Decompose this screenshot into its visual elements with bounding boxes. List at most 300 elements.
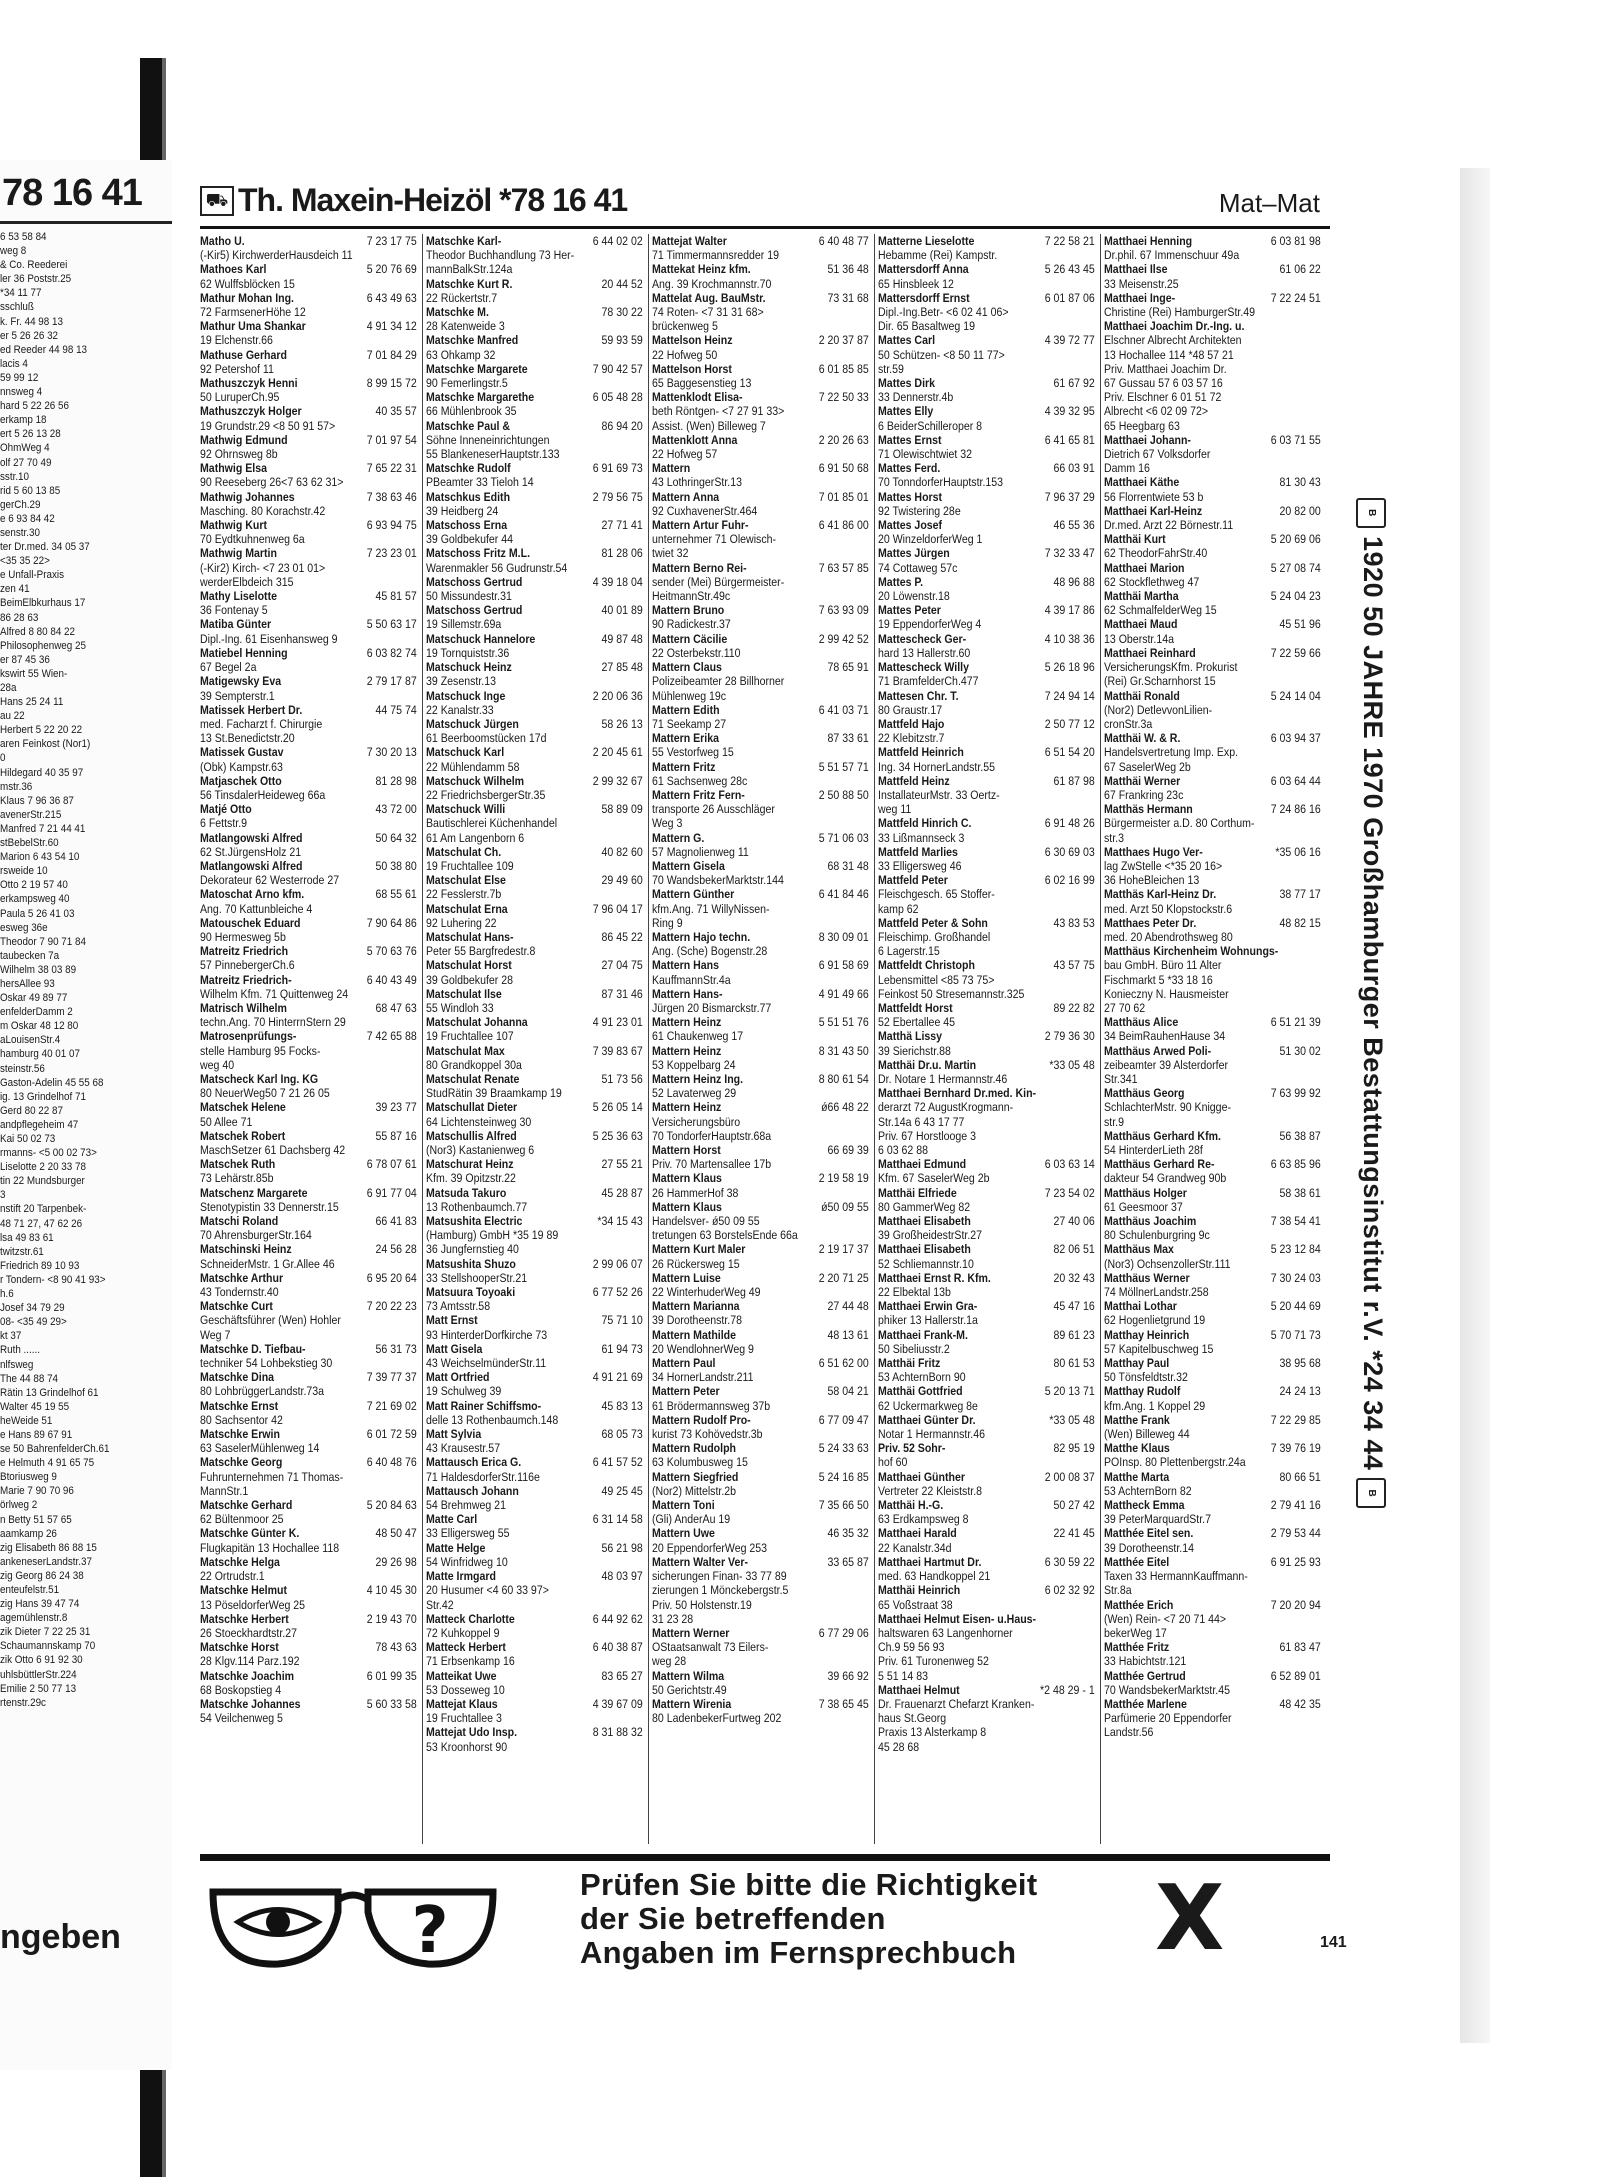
directory-entry — [200, 1669, 415, 1683]
left-page-line: zig Hans 39 47 74 — [0, 1598, 80, 1611]
entry-detail: 39 Zesenstr.13 — [426, 674, 496, 689]
entry-name: Matte Irmgard — [426, 1569, 496, 1584]
entry-detail: Str.42 — [426, 1597, 454, 1612]
entry-detail: 62 Uckermarkweg 8e — [878, 1398, 978, 1413]
left-page-line: esweg 36e — [0, 921, 48, 934]
entry-phone: *33 05 48 — [1049, 1057, 1095, 1072]
directory-entry — [652, 1555, 867, 1569]
left-page-line: se 50 BahrenfelderCh.61 — [0, 1443, 110, 1456]
directory-entry — [878, 1356, 1093, 1370]
directory-entry — [200, 291, 415, 305]
entry-detail: 52 Lavaterweg 29 — [652, 1086, 737, 1101]
entry-name: Mattfeld Heinrich — [878, 745, 964, 760]
entry-phone: 33 65 87 — [827, 1554, 869, 1569]
entry-detail: Feinkost 50 Stresemannstr.325 — [878, 986, 1025, 1001]
entry-name: Mattern Fritz — [652, 759, 716, 774]
left-page-line: rmanns- <5 00 02 73> — [0, 1147, 97, 1160]
directory-entry — [878, 291, 1093, 305]
entry-phone: 58 04 21 — [827, 1384, 869, 1399]
entry-detail: 62 St.JürgensHolz 21 — [200, 844, 302, 859]
entry-phone: 6 41 84 46 — [818, 887, 869, 902]
entry-phone: 27 55 21 — [601, 1157, 643, 1172]
entry-name: Matthay Rudolf — [1104, 1384, 1181, 1399]
entry-phone: 7 01 85 01 — [818, 489, 869, 504]
directory-entry — [878, 1001, 1093, 1015]
entry-detail: Vertreter 22 Kleiststr.8 — [878, 1483, 983, 1498]
entry-detail: 22 Osterbekstr.110 — [652, 645, 741, 660]
entry-detail: zierungen 1 Mönckebergstr.5 — [652, 1583, 789, 1598]
entry-name: Matthaei Günter Dr. — [878, 1412, 976, 1427]
entry-phone: 2 19 43 70 — [366, 1611, 417, 1626]
entry-phone: 6 41 57 52 — [592, 1455, 643, 1470]
entry-name: Matschke Manfred — [426, 333, 519, 348]
entry-detail: 22 Hofweg 50 — [652, 347, 718, 362]
left-page-line: Wilhelm 38 03 89 — [0, 963, 77, 976]
entry-detail: 61 Geesmoor 37 — [1104, 1199, 1183, 1214]
left-page-line: Ruth ...... — [0, 1344, 40, 1357]
entry-detail: SchlachterMstr. 90 Knigge- — [1104, 1100, 1231, 1115]
entry-detail: 33 Lißmannseck 3 — [878, 830, 965, 845]
entry-name: Matschek Robert — [200, 1128, 286, 1143]
entry-phone: 20 82 00 — [1279, 503, 1321, 518]
entry-detail: med. Arzt 50 Klopstockstr.6 — [1104, 901, 1233, 916]
directory-entry — [426, 1186, 641, 1200]
entry-detail: (Nor3) OchsenzollerStr.111 — [1104, 1256, 1231, 1271]
entry-detail: (Hamburg) GmbH *35 19 89 — [426, 1228, 559, 1243]
entry-name: Matthaei Harald — [878, 1526, 957, 1541]
directory-entry — [426, 362, 641, 376]
entry-detail: sender (Mei) Bürgermeister- — [652, 574, 785, 589]
entry-phone: 43 57 75 — [1053, 958, 1095, 973]
entry-name: Matrisch Wilhelm — [200, 1000, 287, 1015]
entry-detail: 13 Rothenbaumch.77 — [426, 1199, 528, 1214]
entry-detail: 19 Sillemstr.69a — [426, 617, 502, 632]
directory-entry — [652, 987, 867, 1001]
entry-phone: 5 20 76 69 — [366, 262, 417, 277]
directory-entry — [200, 1100, 415, 1114]
directory-entry — [200, 774, 415, 788]
entry-name: Matschke M. — [426, 305, 489, 320]
entry-name: Matschurat Heinz — [426, 1157, 514, 1172]
left-page-line: hard 5 22 26 56 — [0, 400, 69, 413]
directory-entry — [878, 1526, 1093, 1540]
entry-detail: 36 HoheBleichen 13 — [1104, 873, 1200, 888]
entry-phone: 7 96 04 17 — [592, 901, 643, 916]
entry-phone: 7 20 22 23 — [366, 1299, 417, 1314]
directory-entry — [426, 575, 641, 589]
entry-detail: Konieczny N. Hausmeister — [1104, 986, 1229, 1001]
entry-detail: Parfümerie 20 Eppendorfer — [1104, 1711, 1232, 1726]
entry-name: Matthaei Reinhard — [1104, 645, 1196, 660]
left-page-line: nstift 20 Tarpenbek- — [0, 1203, 87, 1216]
left-page-line: sstr.10 — [0, 470, 30, 483]
left-page-footer: ngeben — [0, 1918, 121, 1956]
entry-detail: Geschäftsführer (Wen) Hohler — [200, 1313, 341, 1328]
entry-detail: weg 11 — [878, 802, 912, 817]
entry-name: Matho U. — [200, 234, 245, 248]
directory-entry — [200, 887, 415, 901]
entry-detail: med. 63 Handkoppel 21 — [878, 1569, 991, 1584]
left-page-line: stBebelStr.60 — [0, 837, 59, 850]
left-page-line: taubecken 7a — [0, 949, 60, 962]
entry-detail: str.59 — [878, 361, 904, 376]
directory-entry — [200, 1427, 415, 1441]
entry-name: Mathwig Kurt — [200, 518, 267, 533]
directory-entry — [1104, 1015, 1319, 1029]
entry-detail: 80 Graustr.17 — [878, 702, 943, 717]
entry-detail: 39 Goldbekufer 44 — [426, 532, 514, 547]
entry-detail: (Nor3) Kastanienweg 6 — [426, 1143, 535, 1157]
entry-name: Matschulat Renate — [426, 1071, 520, 1086]
entry-detail: Ring 9 — [652, 915, 683, 930]
entry-phone: 80 66 51 — [1279, 1469, 1321, 1484]
entry-phone: 5 27 08 74 — [1270, 560, 1321, 575]
left-page-line: uhlsbüttlerStr.224 — [0, 1668, 77, 1681]
entry-name: Matschke Helga — [200, 1554, 280, 1569]
entry-detail: Hebamme (Rei) Kampstr. — [878, 248, 998, 263]
entry-phone: 4 91 21 69 — [592, 1370, 643, 1385]
entry-phone: 5 20 69 06 — [1270, 532, 1321, 547]
directory-entry — [426, 689, 641, 703]
entry-phone: 5 20 13 71 — [1044, 1384, 1095, 1399]
directory-entry — [200, 802, 415, 816]
entry-detail: 64 Lichtensteinweg 30 — [426, 1114, 532, 1129]
entry-detail: 62 SchmalfelderWeg 15 — [1104, 603, 1217, 618]
entry-name: Matthaei Günther — [878, 1469, 965, 1484]
entry-detail: 26 HammerHof 38 — [652, 1185, 739, 1200]
entry-detail: 56 Florrentwiete 53 b — [1104, 489, 1204, 504]
entry-detail: str.3 — [1104, 830, 1124, 845]
directory-entry — [1104, 532, 1319, 546]
entry-detail: Dr. Notare 1 Hermannstr.46 — [878, 1071, 1008, 1086]
entry-detail: 53 AchternBorn 90 — [878, 1370, 966, 1385]
entry-name: Matschek Helene — [200, 1100, 286, 1115]
left-page-line: h.6 — [0, 1288, 14, 1301]
left-page-lines — [0, 230, 172, 1710]
directory-entry — [1104, 731, 1319, 745]
entry-detail: 92 CuxhavenerStr.464 — [652, 503, 758, 518]
directory-entry — [1104, 1441, 1319, 1455]
entry-name: Matthaei Erwin Gra- — [878, 1299, 978, 1314]
left-page-line: 3 — [0, 1189, 6, 1202]
entry-detail: Dr.phil. 67 Immenschuur 49a — [1104, 248, 1240, 263]
directory-entry — [200, 234, 415, 248]
left-page-line: ter Dr.med. 34 05 37 — [0, 541, 90, 554]
entry-name: Matschke Horst — [200, 1640, 279, 1655]
entry-name: Mattern Horst — [652, 1143, 721, 1157]
entry-phone: 6 41 03 71 — [818, 702, 869, 717]
left-page-line: weg 8 — [0, 245, 27, 258]
entry-name: Matthaei Joachim Dr.-Ing. u. — [1104, 319, 1245, 334]
entry-phone: 6 01 87 06 — [1044, 290, 1095, 305]
entry-detail: 50 Sibeliusstr.2 — [878, 1341, 950, 1356]
directory-entry — [878, 262, 1093, 276]
directory-entry — [200, 745, 415, 759]
entry-phone: 55 87 16 — [375, 1128, 417, 1143]
entry-phone: 2 20 06 36 — [592, 688, 643, 703]
entry-detail: cronStr.3a — [1104, 716, 1153, 731]
entry-detail: Mühlenweg 19c — [652, 688, 727, 703]
directory-entry — [200, 1001, 415, 1015]
entry-detail: 63 Erdkampsweg 8 — [878, 1512, 969, 1527]
entry-phone: *33 05 48 — [1049, 1412, 1095, 1427]
entry-name: Matthaei Marion — [1104, 560, 1185, 575]
left-page-line: erkamp 18 — [0, 414, 47, 427]
entry-detail: Handelsvertretung Imp. Exp. — [1104, 745, 1239, 760]
left-page-line: BeimElbkurhaus 17 — [0, 597, 86, 610]
left-page-line: Paula 5 26 41 03 — [0, 907, 75, 920]
left-page-line: Btoriusweg 9 — [0, 1471, 57, 1484]
entry-name: Matthäi Heinrich — [878, 1583, 961, 1598]
entry-detail: 6 Fettstr.9 — [200, 816, 248, 831]
entry-name: Matthée Marlene — [1104, 1696, 1187, 1711]
entry-name: Mattesen Chr. T. — [878, 688, 959, 703]
directory-entry — [878, 1470, 1093, 1484]
entry-detail: Fuhrunternehmen 71 Thomas- — [200, 1469, 344, 1484]
entry-name: Matiebel Henning — [200, 645, 288, 660]
directory-entry — [652, 1413, 867, 1427]
directory-entry — [200, 1186, 415, 1200]
directory-entry — [652, 1299, 867, 1313]
entry-phone: 86 94 20 — [601, 418, 643, 433]
entry-name: Matouschek Eduard — [200, 915, 301, 930]
directory-entry — [652, 703, 867, 717]
entry-name: Matthäus Kirchenheim Wohnungs- — [1104, 944, 1279, 959]
left-page-line: Josef 34 79 29 — [0, 1302, 65, 1315]
entry-phone: 7 23 54 02 — [1044, 1185, 1095, 1200]
entry-phone: 2 50 77 12 — [1044, 716, 1095, 731]
entry-name: Mattern Mathilde — [652, 1327, 737, 1342]
entry-detail: phiker 13 Hallerstr.1a — [878, 1313, 978, 1328]
left-page-line: Theodor 7 90 71 84 — [0, 935, 86, 948]
entry-phone: 6 91 25 93 — [1270, 1554, 1321, 1569]
left-page-line: heWeide 51 — [0, 1414, 53, 1427]
entry-phone: 6 01 72 59 — [366, 1427, 417, 1442]
entry-detail: 39 Goldbekufer 28 — [426, 972, 514, 987]
entry-name: Mathuszczyk Holger — [200, 404, 302, 419]
entry-detail: 22 Klebitzstr.7 — [878, 731, 945, 746]
entry-name: Mathwig Martin — [200, 546, 277, 561]
entry-phone: 68 31 48 — [827, 858, 869, 873]
entry-name: Matschuck Karl — [426, 745, 505, 760]
entry-detail: 22 WinterhuderWeg 49 — [652, 1285, 761, 1300]
left-page-line: zik Otto 6 91 92 30 — [0, 1654, 83, 1667]
entry-detail: 33 Elligersweg 46 — [878, 858, 962, 873]
entry-detail: 45 28 68 — [878, 1739, 920, 1754]
entry-detail: 20 WendlohnerWeg 9 — [652, 1341, 754, 1356]
entry-name: Mathwig Edmund — [200, 432, 288, 447]
entry-detail: 61 Chaukenweg 17 — [652, 1029, 744, 1044]
directory-entry — [200, 1342, 415, 1356]
entry-name: Mattejat Walter — [652, 234, 727, 248]
left-page-line: Otto 2 19 57 40 — [0, 879, 68, 892]
entry-detail: Fleischgesch. 65 Stoffer- — [878, 887, 995, 902]
sidebar-text: 1920 50 JAHRE 1970 Großhamburger Bestattungsinstitut r.V. *24 34 44 — [1358, 536, 1388, 1471]
left-page-line: zig Georg 86 24 38 — [0, 1569, 84, 1582]
entry-phone: 6 91 58 69 — [818, 958, 869, 973]
directory-entry — [878, 660, 1093, 674]
entry-name: Mattelat Aug. BauMstr. — [652, 290, 766, 305]
entry-name: Mathur Uma Shankar — [200, 319, 306, 334]
entry-detail: 19 Grundstr.29 <8 50 91 57> — [200, 418, 336, 433]
entry-detail: Weg 7 — [200, 1327, 231, 1342]
entry-name: Matteck Charlotte — [426, 1611, 515, 1626]
left-page-line: tin 22 Mundsburger — [0, 1175, 85, 1188]
directory-entry — [878, 717, 1093, 731]
entry-detail: Kfm. 67 SaselerWeg 2b — [878, 1171, 990, 1186]
entry-name: Mattescheck Ger- — [878, 631, 967, 646]
entry-phone: 68 55 61 — [375, 887, 417, 902]
entry-detail: 65 Hinsbleek 12 — [878, 276, 954, 291]
entry-phone: 6 03 64 44 — [1270, 773, 1321, 788]
entry-name: Mattelson Horst — [652, 361, 732, 376]
directory-entry — [200, 1697, 415, 1711]
entry-detail: Lebensmittel <85 73 75> — [878, 972, 995, 987]
bestattung-logo-icon: B — [1356, 498, 1386, 528]
entry-phone: 6 03 71 55 — [1270, 432, 1321, 447]
entry-name: Mattern Anna — [652, 489, 720, 504]
entry-name: Mattescheck Willy — [878, 660, 970, 675]
entry-name: Mattes Peter — [878, 603, 941, 618]
entry-name: Matissek Gustav — [200, 745, 284, 760]
directory-entry — [878, 816, 1093, 830]
directory-entry — [652, 1328, 867, 1342]
entry-detail: 67 SaselerWeg 2b — [1104, 759, 1191, 774]
directory-entry — [426, 802, 641, 816]
entry-detail: MaschSetzer 61 Dachsberg 42 — [200, 1143, 346, 1157]
entry-detail: twiet 32 — [652, 546, 689, 561]
entry-name: Matthäs Karl-Heinz Dr. — [1104, 887, 1217, 902]
entry-detail: (Rei) Gr.Scharnhorst 15 — [1104, 674, 1216, 689]
directory-entry — [878, 632, 1093, 646]
entry-detail: hard 13 Hallerstr.60 — [878, 645, 971, 660]
directory-entry — [652, 831, 867, 845]
entry-detail: 19 EppendorferWeg 4 — [878, 617, 982, 632]
entry-phone: 4 91 34 12 — [366, 319, 417, 334]
entry-name: Matschoss Erna — [426, 518, 508, 533]
directory-entry — [200, 518, 415, 532]
directory-entry — [200, 1612, 415, 1626]
directory-entry — [878, 433, 1093, 447]
entry-name: Matteck Herbert — [426, 1640, 506, 1655]
directory-entry — [426, 745, 641, 759]
entry-phone: 46 55 36 — [1053, 518, 1095, 533]
directory-entry — [426, 234, 641, 248]
entry-name: Matschinski Heinz — [200, 1242, 292, 1257]
directory-entry — [1104, 504, 1319, 518]
entry-name: Mattern Paul — [652, 1356, 716, 1371]
directory-entry — [652, 561, 867, 575]
entry-detail: 54 Brehmweg 21 — [426, 1498, 506, 1513]
entry-name: Mattekat Heinz kfm. — [652, 262, 751, 277]
directory-entry — [426, 419, 641, 433]
entry-phone: 7 20 20 94 — [1270, 1597, 1321, 1612]
entry-phone: 4 39 72 77 — [1044, 333, 1095, 348]
entry-phone: 66 41 83 — [375, 1214, 417, 1229]
entry-name: Mattern Hajo techn. — [652, 929, 751, 944]
left-page-line: Liselotte 2 20 33 78 — [0, 1161, 86, 1174]
directory-entry — [652, 490, 867, 504]
entry-name: Matschke Margarete — [426, 361, 528, 376]
entry-phone: 2 20 37 87 — [818, 333, 869, 348]
entry-phone: 58 89 09 — [601, 802, 643, 817]
entry-detail: Dr. Frauenarzt Chefarzt Kranken- — [878, 1696, 1035, 1711]
entry-name: Matschuck Heinz — [426, 660, 512, 675]
directory-entry — [652, 1697, 867, 1711]
entry-detail: 61 Am Langenborn 6 — [426, 830, 525, 845]
directory-entry — [1104, 1242, 1319, 1256]
entry-detail: StudRätin 39 Braamkamp 19 — [426, 1086, 562, 1101]
directory-entry — [1104, 944, 1319, 958]
entry-name: Mattern G. — [652, 830, 705, 845]
entry-phone: 6 01 85 85 — [818, 361, 869, 376]
entry-detail: Albrecht <6 02 09 72> — [1104, 404, 1209, 419]
entry-phone: 7 22 29 85 — [1270, 1412, 1321, 1427]
directory-entry — [652, 1498, 867, 1512]
directory-entry — [426, 333, 641, 347]
entry-detail: 28 Katenweide 3 — [426, 319, 505, 334]
directory-entry — [1104, 291, 1319, 305]
entry-phone: 6 44 02 02 — [592, 234, 643, 248]
entry-name: Matlangowski Alfred — [200, 858, 303, 873]
left-page-line: Gerd 80 22 87 — [0, 1104, 63, 1117]
entry-name: Matthaei Maud — [1104, 617, 1178, 632]
directory-entry — [426, 1640, 641, 1654]
directory-entry — [878, 234, 1093, 248]
entry-name: Matschulat Ilse — [426, 986, 502, 1001]
entry-detail: 63 Kolumbusweg 15 — [652, 1455, 748, 1470]
entry-name: Mattern Peter — [652, 1384, 720, 1399]
entry-name: Mattern Luise — [652, 1270, 721, 1285]
directory-entry — [652, 1626, 867, 1640]
directory-entry — [652, 333, 867, 347]
entry-detail: 20 Husumer <4 60 33 97> — [426, 1583, 549, 1598]
directory-entry — [1104, 1044, 1319, 1058]
entry-name: Matschoss Gertrud — [426, 574, 523, 589]
left-page-line: 0 — [0, 752, 6, 765]
svg-text:?: ? — [411, 1894, 449, 1968]
directory-entry — [652, 1242, 867, 1256]
entry-name: Mattenklodt Elisa- — [652, 390, 743, 405]
left-page-line: 28a — [0, 682, 17, 694]
entry-name: Matschke Karl- — [426, 234, 502, 248]
entry-name: Matschuck Willi — [426, 802, 506, 817]
entry-detail: 6 BeiderSchilleroper 8 — [878, 418, 983, 433]
directory-entry — [426, 305, 641, 319]
directory-entry — [652, 1072, 867, 1086]
entry-detail: Fleischimp. Großhandel — [878, 929, 991, 944]
entry-name: Matteikat Uwe — [426, 1668, 497, 1683]
entry-detail: 70 TondorferHauptstr.68a — [652, 1128, 772, 1143]
entry-phone: 45 28 87 — [601, 1185, 643, 1200]
entry-phone: 7 38 65 45 — [818, 1696, 869, 1711]
entry-phone: 56 38 87 — [1279, 1128, 1321, 1143]
entry-phone: 48 82 15 — [1279, 915, 1321, 930]
directory-entry — [200, 1640, 415, 1654]
entry-detail: Jürgen 20 Bismarckstr.77 — [652, 1000, 772, 1015]
entry-detail: 61 Beerboomstücken 17d — [426, 731, 547, 746]
entry-detail: 73 Amtsstr.58 — [426, 1299, 491, 1314]
notice-banner — [200, 1854, 1347, 1994]
entry-detail: beth Röntgen- <7 27 91 33> — [652, 404, 785, 419]
entry-name: Matschulat Ch. — [426, 844, 502, 859]
entry-detail: str.9 — [1104, 1114, 1124, 1129]
entry-name: Matthäs Hermann — [1104, 802, 1193, 817]
entry-phone: 6 63 85 96 — [1270, 1157, 1321, 1172]
entry-phone: 7 30 24 03 — [1270, 1270, 1321, 1285]
entry-name: Mathy Liselotte — [200, 589, 277, 604]
entry-phone: 7 39 77 37 — [366, 1370, 417, 1385]
